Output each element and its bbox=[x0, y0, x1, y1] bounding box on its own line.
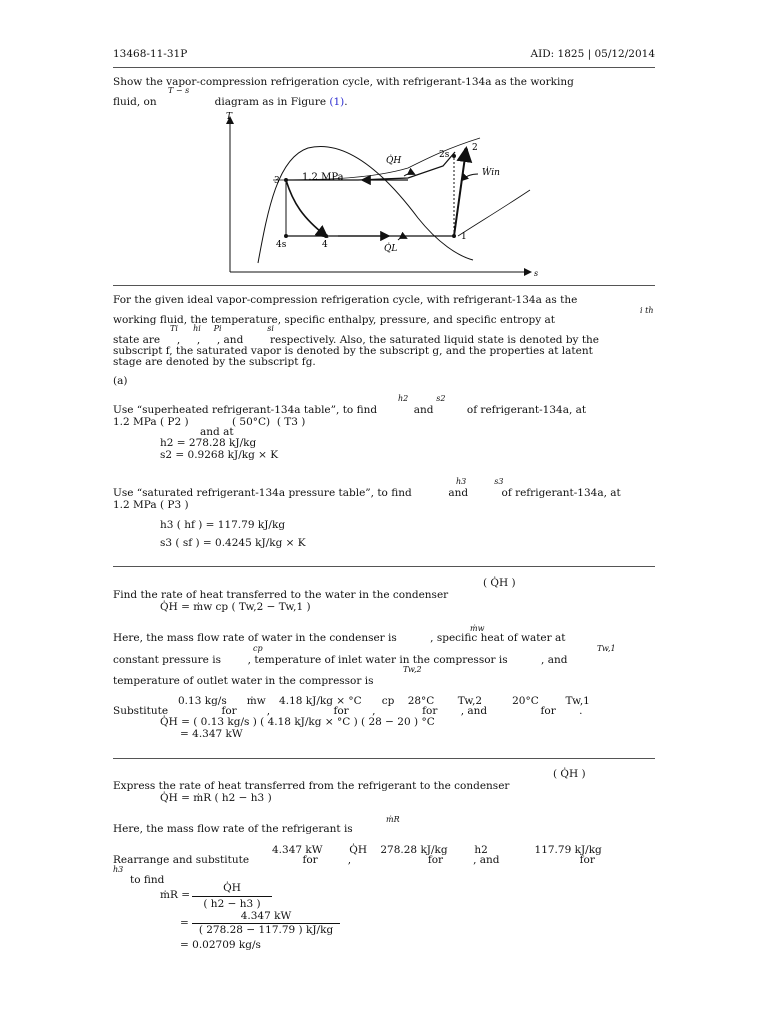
step4-line1: Express the rate of heat transferred from the refrigerant to the condenser bbox=[113, 780, 510, 792]
compression-line bbox=[454, 150, 466, 236]
figure-link[interactable]: (1) bbox=[329, 96, 345, 108]
expansion-line bbox=[286, 180, 326, 236]
s-axis-label: s bbox=[534, 269, 539, 278]
pressure-label: 1.2 MPa bbox=[302, 172, 344, 183]
part-a-label: (a) bbox=[113, 375, 128, 387]
para1-line3: state are , , , and respectively. Also, the saturated liquid state is denoted by the bbox=[113, 334, 600, 346]
para1-line2: working fluid, the temperature, specific enthalpy, pressure, and specific entropy at bbox=[113, 314, 555, 326]
para1-line5: stage are denoted by the subscript fg. bbox=[113, 356, 316, 368]
step1-result-h2: h2 = 278.28 kJ/kg bbox=[160, 437, 257, 449]
step4-frac2-den: ( 278.28 − 117.79 ) kJ/kg bbox=[198, 924, 334, 936]
step4-frac1-num: Q̇H bbox=[223, 882, 241, 894]
isobar-low bbox=[458, 190, 530, 236]
intro-line1: Show the vapor-compression refrigeration cycle, with refrigerant-134a as the working bbox=[113, 76, 574, 88]
step3-mw-symbol: ṁw bbox=[470, 624, 485, 633]
step4-eq-sign: = bbox=[180, 917, 189, 929]
point-1: 1 bbox=[461, 232, 467, 242]
point-3: 3 bbox=[274, 176, 280, 186]
step1-line1: Use “superheated refrigerant-134a table”, to find and of refrigerant-134a, at bbox=[113, 404, 587, 416]
point-2: 2 bbox=[472, 143, 478, 153]
step4-h3-symbol: h3 bbox=[113, 865, 124, 874]
step3-line4: temperature of outlet water in the compressor is bbox=[113, 675, 374, 687]
step2-line1: Use “saturated refrigerant-134a pressure table”, to find and of refrigerant-134a, at bbox=[113, 487, 621, 499]
step2-line2: 1.2 MPa ( P3 ) bbox=[113, 499, 189, 511]
step4-mr-lhs: ṁR = bbox=[160, 889, 191, 901]
step1-line3: and at bbox=[200, 426, 234, 438]
step4-qh-symbol: ( Q̇H ) bbox=[553, 768, 586, 780]
step3-line1: Find the rate of heat transferred to the water in the condenser bbox=[113, 589, 449, 601]
point-4s: 4s bbox=[276, 240, 287, 250]
saturation-dome bbox=[258, 146, 473, 263]
step2-result-s3: s3 ( sf ) = 0.4245 kJ/kg × K bbox=[160, 537, 306, 549]
ith-symbol: i th bbox=[640, 306, 654, 315]
para1-symbols: Ti hi Pi si bbox=[170, 324, 274, 333]
section-rule-1 bbox=[113, 285, 655, 286]
ql-label: Q̇L bbox=[384, 244, 398, 254]
step3-cp-symbol: cp bbox=[253, 644, 263, 653]
step3-qh-symbol: ( Q̇H ) bbox=[483, 577, 516, 589]
step4-line2: Here, the mass flow rate of the refrigerant is bbox=[113, 823, 353, 835]
step4-frac2-num: 4.347 kW bbox=[240, 910, 292, 922]
step1-line2: 1.2 MPa ( P2 ) ( 50°C) ( T3 ) bbox=[113, 416, 306, 428]
step3-values: 0.13 kg/s ṁw 4.18 kJ/kg × °C cp 28°C Tw,2 20°C Tw,1 bbox=[178, 695, 590, 707]
step4-mr-symbol: ṁR bbox=[386, 815, 400, 824]
section-rule-3 bbox=[113, 758, 655, 759]
step3-eq2: Q̇H = ( 0.13 kg/s ) ( 4.18 kJ/kg × °C ) ( 28 − 20 ) °C bbox=[160, 716, 435, 728]
ts-diagram bbox=[218, 108, 540, 278]
step4-values: 4.347 kW Q̇H 278.28 kJ/kg h2 117.79 kJ/kg bbox=[272, 844, 602, 856]
step3-eq3: = 4.347 kW bbox=[180, 728, 243, 740]
step3-line3: constant pressure is , temperature of inlet water in the compressor is , and bbox=[113, 654, 568, 666]
step2-result-h3: h3 ( hf ) = 117.79 kJ/kg bbox=[160, 519, 286, 531]
step4-line3: Rearrange and substitute for , for , and for bbox=[113, 854, 595, 866]
step1-result-s2: s2 = 0.9268 kJ/kg × K bbox=[160, 449, 279, 461]
ts-symbol: T − s bbox=[168, 86, 190, 95]
step4-frac1-den: ( h2 − h3 ) bbox=[203, 898, 261, 910]
point-2s: 2s bbox=[439, 150, 450, 160]
para1-line1: For the given ideal vapor-compression refrigeration cycle, with refrigerant-134a as the bbox=[113, 294, 578, 306]
header-left: 13468-11-31P bbox=[113, 48, 188, 60]
t-axis-label: T bbox=[226, 112, 233, 122]
point-4: 4 bbox=[322, 240, 328, 250]
section-rule-2 bbox=[113, 566, 655, 567]
win-label: Ẇin bbox=[482, 168, 500, 178]
header-rule bbox=[113, 67, 655, 68]
step3-line5: Substitute for , for , for , and for . bbox=[113, 705, 583, 717]
step2-symbols: h3 s3 bbox=[456, 477, 504, 486]
step4-eq3: = 0.02709 kg/s bbox=[180, 939, 261, 951]
step4-line4: to find bbox=[130, 874, 165, 886]
step3-eq1: Q̇H = ṁw cp ( Tw,2 − Tw,1 ) bbox=[160, 601, 311, 613]
step1-symbols: h2 s2 bbox=[398, 394, 446, 403]
header-right: AID: 1825 | 05/12/2014 bbox=[530, 48, 655, 60]
qh-label: Q̇H bbox=[386, 156, 402, 166]
step4-eq1: Q̇H = ṁR ( h2 − h3 ) bbox=[160, 792, 272, 804]
step4-frac1-line bbox=[192, 896, 272, 897]
step3-line2: Here, the mass flow rate of water in the condenser is , specific heat of water at bbox=[113, 632, 566, 644]
step3-tw1-symbol: Tw,1 bbox=[597, 644, 616, 653]
step3-tw2-symbol: Tw,2 bbox=[403, 665, 422, 674]
intro-line2: fluid, on diagram as in Figure (1). bbox=[113, 96, 348, 108]
para1-line4: subscript f, the saturated vapor is denoted by the subscript g, and the properties at latent bbox=[113, 345, 593, 357]
